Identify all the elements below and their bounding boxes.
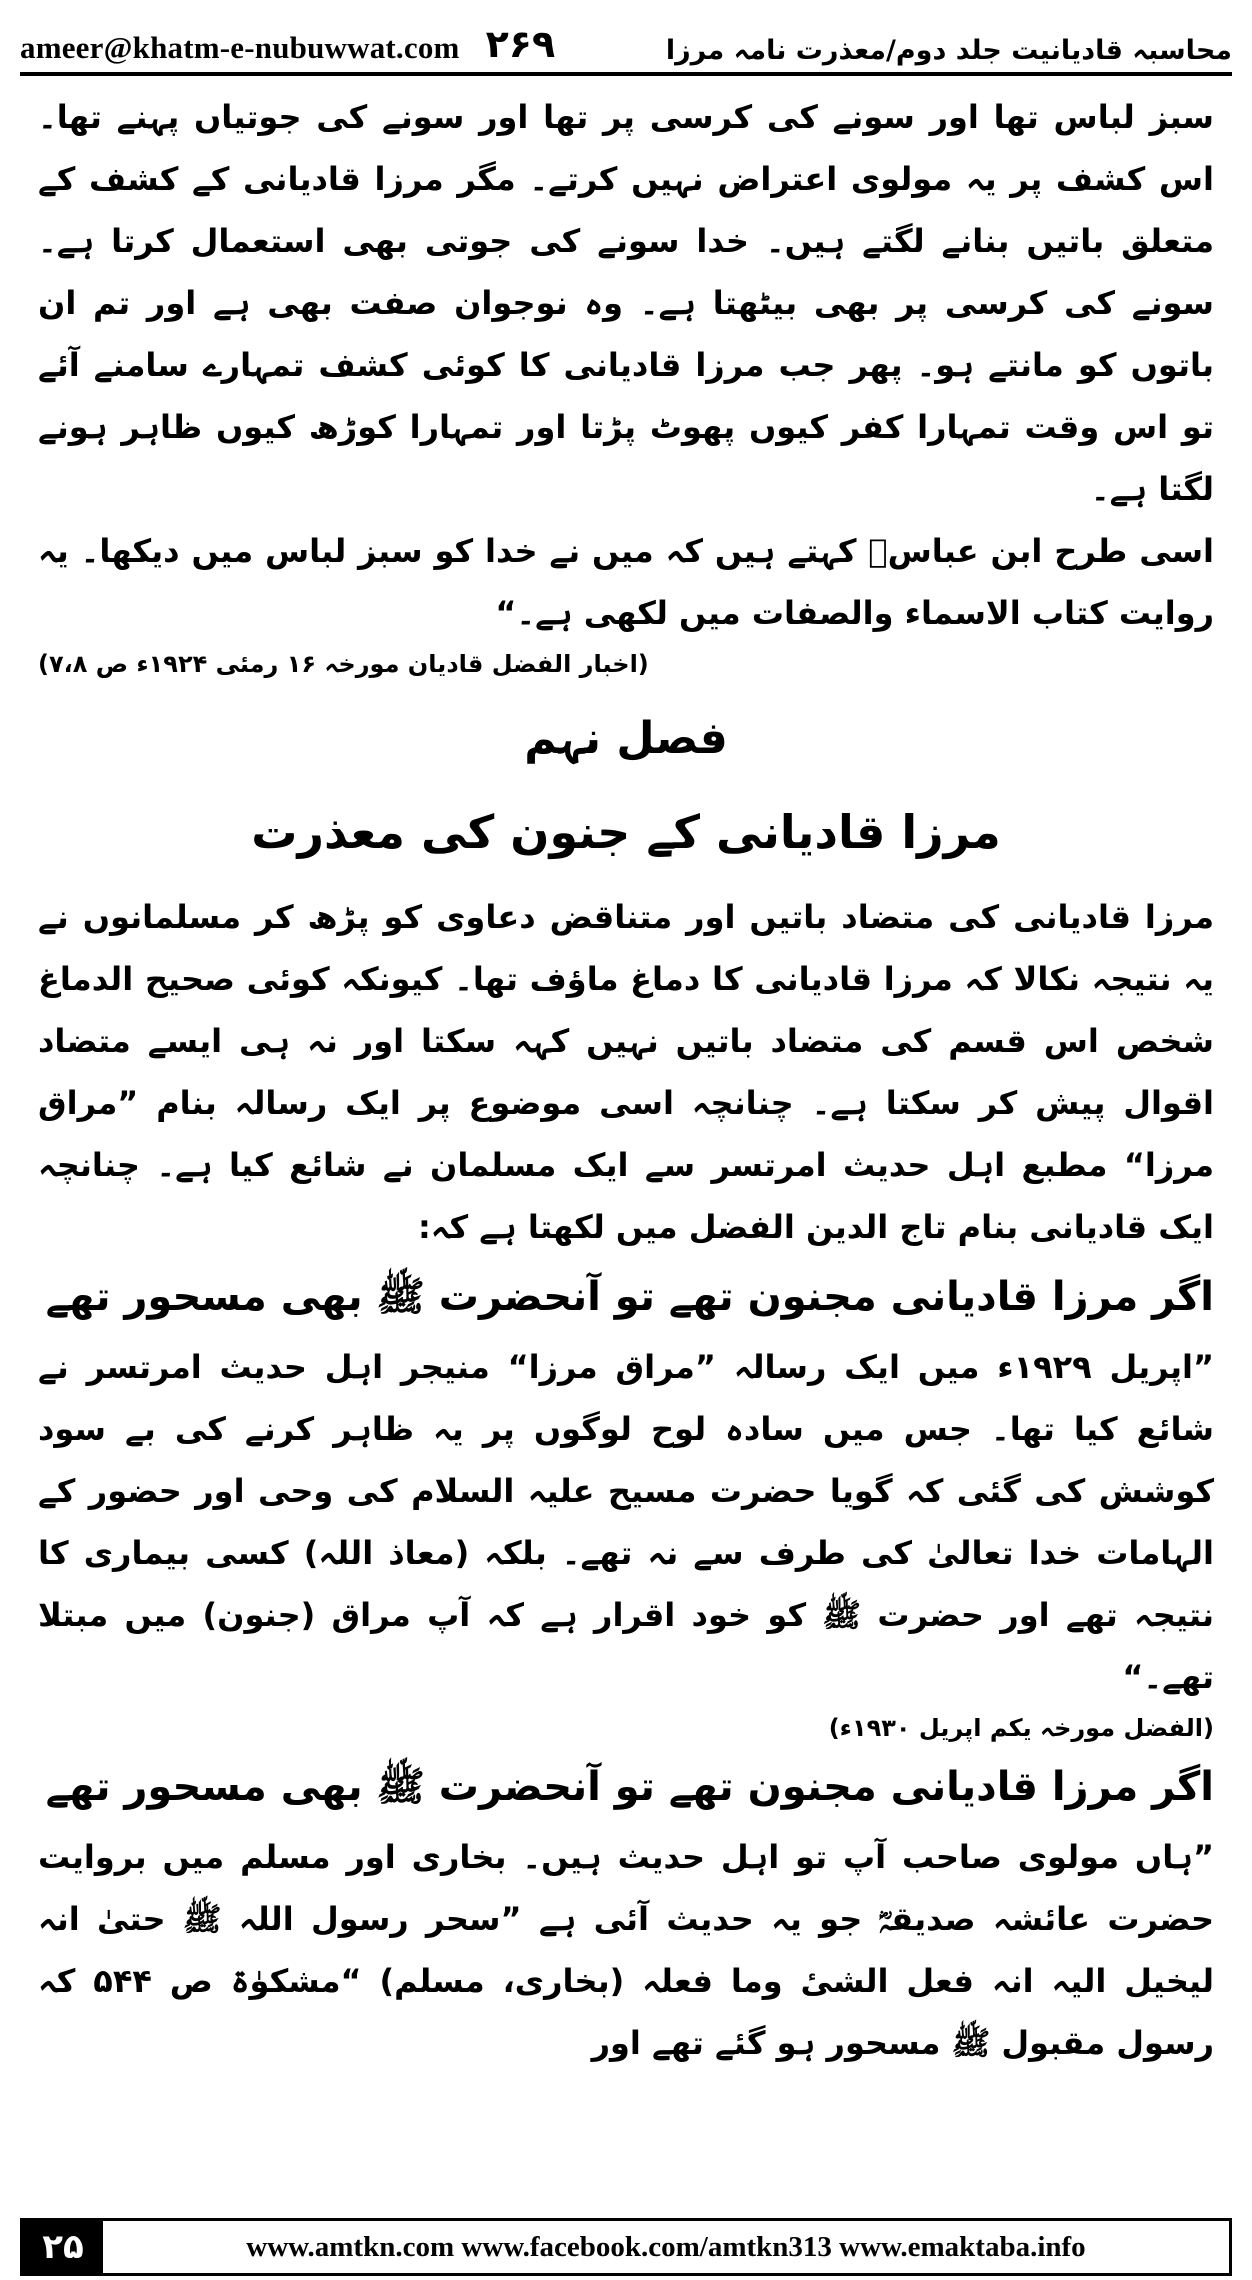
paragraph-2: اسی طرح ابن عباسؓ کہتے ہیں کہ میں نے خدا کو سبز لباس میں دیکھا۔ یہ روایت کتاب الاسماء والصفات میں لکھی ہے۔“ (38, 532, 1214, 632)
paragraph-3: مرزا قادیانی کی متضاد باتیں اور متناقض دعاوی کو پڑھ کر مسلمانوں نے یہ نتیجہ نکالا کہ مرزا قادیانی کا دماغ ماؤف تھا۔ کیونکہ کوئی صحیح الدماغ شخص اس قسم کی متضاد باتیں نہیں کہہ سکتا اور نہ ہی ایسے متضاد اقوال پیش کر سکتا ہے۔ چنانچہ اسی موضوع پر ایک رسالہ بنام ”مراق مرزا“ مطبع اہل حدیث امرتسر سے ایک مسلمان نے شائع کیا ہے۔ چنانچہ ایک قادیانی بنام تاج الدین الفضل میں لکھتا ہے کہ: (38, 898, 1214, 1246)
reference-1-row (38, 644, 1214, 684)
footer-website-links[interactable]: www.amtkn.com www.facebook.com/amtkn313 www.emaktaba.info (246, 2230, 1086, 2263)
paragraph-1: سبز لباس تھا اور سونے کی کرسی پر تھا اور سونے کی جوتیاں پہنے تھا۔ اس کشف پر یہ مولوی اعتراض نہیں کرتے۔ مگر مرزا قادیانی کے کشف کے متعلق باتیں بنانے لگتے ہیں۔ خدا سونے کی جوتی بھی استعمال کرتا ہے۔ سونے کی کرسی پر بھی بیٹھتا ہے۔ وہ نوجوان صفت بھی ہے اور تم ان باتوں کو مانتے ہو۔ پھر جب مرزا قادیانی کا کوئی کشف تمہارے سامنے آئے تو اس وقت تمہارا کفر کیوں پھوٹ پڑتا اور تمہارا کوڑھ کیوں ظاہر ہونے لگتا ہے۔ (38, 98, 1214, 508)
footer-page-number: ۲۵ (23, 2221, 103, 2273)
header-divider (20, 72, 1232, 76)
page-header (20, 14, 1232, 66)
paragraph-5: ”ہاں مولوی صاحب آپ تو اہل حدیث ہیں۔ بخاری اور مسلم میں بروایت حضرت عائشہ صدیقہؓ جو یہ حدیث آئی ہے ”سحر رسول اللہ ﷺ حتیٰ انہ لیخیل الیہ انہ فعل الشیٔ وما فعلہ (بخاری، مسلم) “مشکوٰۃ ص ۵۴۴ کہ رسول مقبول ﷺ مسحور ہو گئے تھے اور (38, 1838, 1215, 2062)
header-email[interactable]: ameer@khatm-e-nubuwwat.com (20, 30, 460, 65)
header-left (20, 22, 555, 66)
header-page-number: ۲۶۹ (485, 22, 556, 66)
reference-2: (الفضل مورخہ یکم اپریل ۱۹۳۰ء) (828, 1714, 1214, 1742)
subheading-2: اگر مرزا قادیانی مجنون تھے تو آنحضرت ﷺ بھی مسحور تھے (45, 1764, 1214, 1810)
page-body (38, 86, 1214, 2074)
reference-1: (اخبار الفضل قادیان مورخہ ۱۶ رمئی ۱۹۲۴ء ص ۷،۸) (38, 650, 649, 678)
page-footer (20, 2218, 1232, 2276)
chapter-title: مرزا قادیانی کے جنون کی معذرت (251, 805, 1001, 859)
subheading-1: اگر مرزا قادیانی مجنون تھے تو آنحضرت ﷺ بھی مسحور تھے (45, 1274, 1214, 1320)
paragraph-4: ”اپریل ۱۹۲۹ء میں ایک رسالہ ”مراق مرزا“ منیجر اہل حدیث امرتسر نے شائع کیا تھا۔ جس میں سادہ لوح لوگوں پر یہ ظاہر کرنے کی بے سود کوشش کی گئی کہ گویا حضرت مسیح علیہ السلام کی وحی اور حضور کے الہامات خدا تعالیٰ کی طرف سے نہ تھے۔ بلکہ (معاذ اللہ) کسی بیماری کا نتیجہ تھے اور حضرت ﷺ کو خود اقرار ہے کہ آپ مراق (جنون) میں مبتلا تھے۔“ (38, 1348, 1215, 1696)
header-book-title: محاسبہ قادیانیت جلد دوم/معذرت نامہ مرزا (665, 35, 1232, 66)
section-label: فصل نہم (524, 713, 728, 764)
